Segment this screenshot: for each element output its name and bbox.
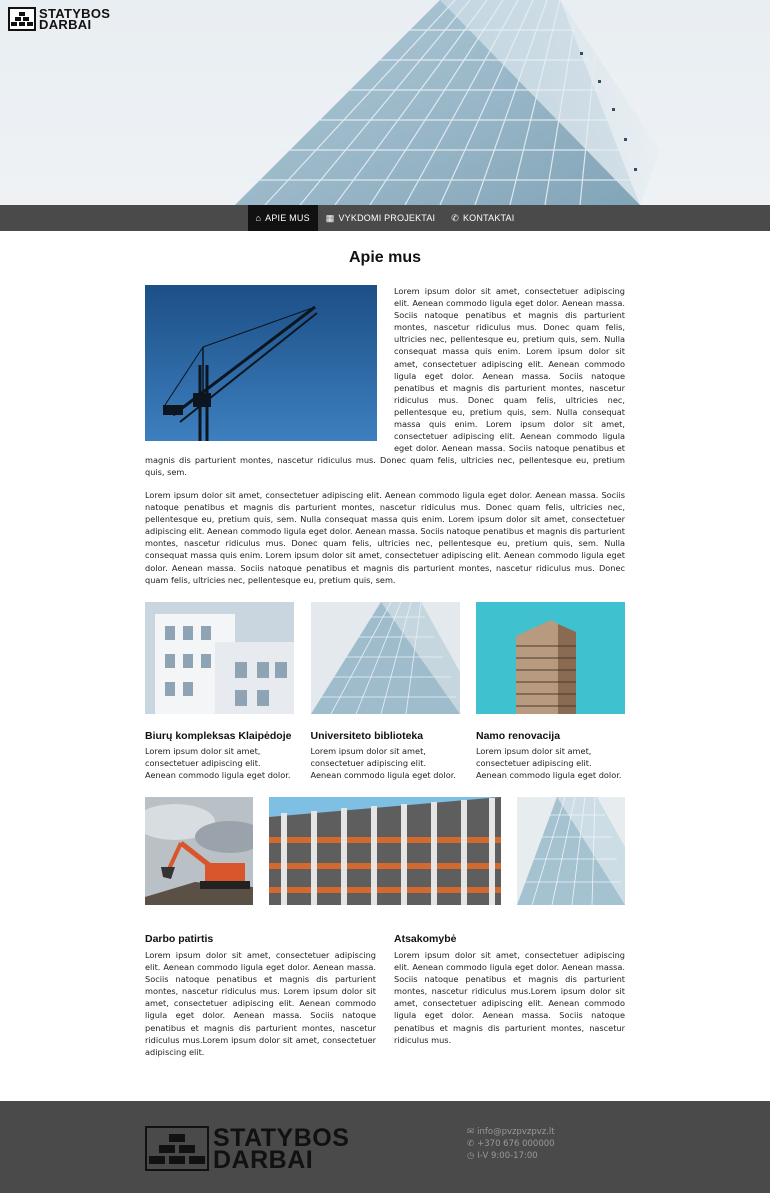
envelope-icon: ✉: [467, 1127, 475, 1137]
office-building-image: [145, 602, 294, 714]
bricks-logo-icon: [145, 1126, 209, 1171]
footer-contacts: [467, 1126, 555, 1163]
hero-building-image: [0, 0, 770, 205]
project-card[interactable]: [311, 602, 460, 781]
tower-renovation-image: [476, 602, 625, 714]
experience-text: Lorem ipsum dolor sit amet, consectetuer adipiscing elit. Aenean commodo ligula eget dolor. Aenean massa. Sociis natoque penatibus et magnis dis parturient montes, nascetur ridiculus mus. Lorem ipsum dolor sit amet, consectetuer adipiscing elit. Aenean commodo ligula eget dolor. Aenean massa. Sociis natoque penatibus et magnis dis parturient montes, nascetur ridiculus mus.Lorem ipsum dolor sit amet, consectetuer adipiscing elit.: [145, 950, 376, 1057]
nav-item-label: KONTAKTAI: [462, 213, 515, 223]
responsibility-title: Atsakomybė: [394, 933, 457, 945]
project-cards: [145, 602, 625, 781]
project-card[interactable]: [476, 602, 625, 781]
hero-banner: [0, 0, 770, 205]
nav-item-apie-mus[interactable]: [248, 205, 318, 231]
crane-image: [145, 285, 377, 441]
footer-logo[interactable]: [145, 1123, 350, 1174]
project-title: Universiteto biblioteka: [310, 730, 424, 742]
excavator-image: [145, 797, 253, 905]
project-title: Namo renovacija: [476, 730, 561, 742]
phone-icon: ✆: [451, 212, 459, 223]
responsibility-section: [394, 933, 625, 1058]
photo-gallery: [145, 797, 625, 905]
project-description: Lorem ipsum dolor sit amet, consectetuer adipiscing elit. Aenean commodo ligula eget dolor.: [145, 746, 291, 780]
clock-icon: ◷: [467, 1151, 475, 1162]
nav-item-label: APIE MUS: [265, 213, 310, 223]
responsibility-text: Lorem ipsum dolor sit amet, consectetuer adipiscing elit. Aenean commodo ligula eget dolor. Aenean massa. Sociis natoque penatibus et magnis dis parturient montes, nascetur ridiculus mus.Lorem ipsum dolor sit amet, consectetuer adipiscing elit. Aenean commodo ligula eget dolor. Aenean massa. Sociis natoque penatibus et magnis dis parturient montes, nascetur ridiculus mus.: [394, 950, 625, 1045]
footer: [0, 1101, 770, 1193]
construction-site-image: [269, 797, 501, 905]
page-title: Apie mus: [348, 249, 421, 266]
glass-building-image: [311, 602, 460, 714]
project-description: Lorem ipsum dolor sit amet, consectetuer adipiscing elit. Aenean commodo ligula eget dolor.: [476, 746, 622, 780]
footer-hours: ◷ I-V 9:00-17:00: [467, 1151, 538, 1162]
home-icon: ⌂: [255, 213, 262, 223]
header-logo[interactable]: [8, 7, 110, 31]
nav-item-kontaktai[interactable]: [443, 205, 522, 231]
about-paragraph-2: Lorem ipsum dolor sit amet, consectetuer adipiscing elit. Aenean commodo ligula eget dolor. Aenean massa. Sociis natoque penatibus et magnis dis parturient montes, nascetur ridiculus mus. Donec quam felis, ultricies nec, pellentesque eu, pretium quis, sem. Nulla consequat massa quis enim. Lorem ipsum dolor sit amet, consectetuer adipiscing elit. Aenean commodo ligula eget dolor. Aenean massa. Sociis natoque penatibus et magnis dis parturient montes, nascetur ridiculus mus. Donec quam felis, ultricies nec, pellentesque eu, pretium quis, sem. Nulla consequat massa quis enim. Lorem ipsum dolor sit amet, consectetuer adipiscing elit. Aenean commodo ligula eget dolor. Aenean massa. Sociis natoque penatibus et magnis dis parturient montes, nascetur ridiculus mus. Donec quam felis, ultricies nec, pellentesque eu, pretium quis, sem.: [145, 490, 625, 585]
glass-facade-image: [517, 797, 625, 905]
experience-section: [145, 933, 376, 1058]
phone-icon: ✆: [467, 1139, 475, 1150]
footer-logo-text: STATYBOS DARBAI: [213, 1123, 350, 1174]
header-logo-text: STATYBOS DARBAI: [39, 6, 111, 32]
nav-item-vykdomi-projektai[interactable]: [318, 205, 443, 231]
main-navigation: [0, 205, 770, 231]
building-icon: ▦: [325, 212, 335, 223]
footer-email[interactable]: ✉ info@pvzpvzpvz.lt: [467, 1127, 555, 1137]
info-columns: [145, 933, 625, 1058]
bricks-logo-icon: [8, 7, 36, 31]
nav-item-label: VYKDOMI PROJEKTAI: [338, 213, 436, 223]
project-description: Lorem ipsum dolor sit amet, consectetuer adipiscing elit. Aenean commodo ligula eget dolor.: [310, 746, 456, 780]
project-card[interactable]: [145, 602, 294, 781]
experience-title: Darbo patirtis: [145, 933, 214, 945]
project-title: Biurų kompleksas Klaipėdoje: [145, 730, 292, 742]
footer-phone[interactable]: ✆ +370 676 000000: [467, 1139, 555, 1150]
about-paragraph-1: Lorem ipsum dolor sit amet, consectetuer adipiscing elit. Aenean commodo ligula eget dolor. Aenean massa. Sociis natoque penatibus et magnis dis parturient montes, nascetur ridiculus mus. Donec quam felis, ultricies nec, pellentesque eu, pretium quis, sem. Nulla consequat massa quis enim. Lorem ipsum dolor sit amet, consectetuer adipiscing elit. Aenean commodo ligula eget dolor. Aenean massa. Sociis natoque penatibus et magnis dis parturient montes, nascetur ridiculus mus. Donec quam felis, ultricies nec, pellentesque eu, pretium quis, sem. Nulla consequat massa quis enim. Lorem ipsum dolor sit amet, consectetuer adipiscing elit. Aenean commodo ligula eget dolor. Aenean massa. Sociis natoque penatibus et magnis dis parturient montes, nascetur ridiculus mus. Donec quam felis, ultricies nec, pellentesque eu, pretium quis, sem.: [145, 286, 625, 478]
